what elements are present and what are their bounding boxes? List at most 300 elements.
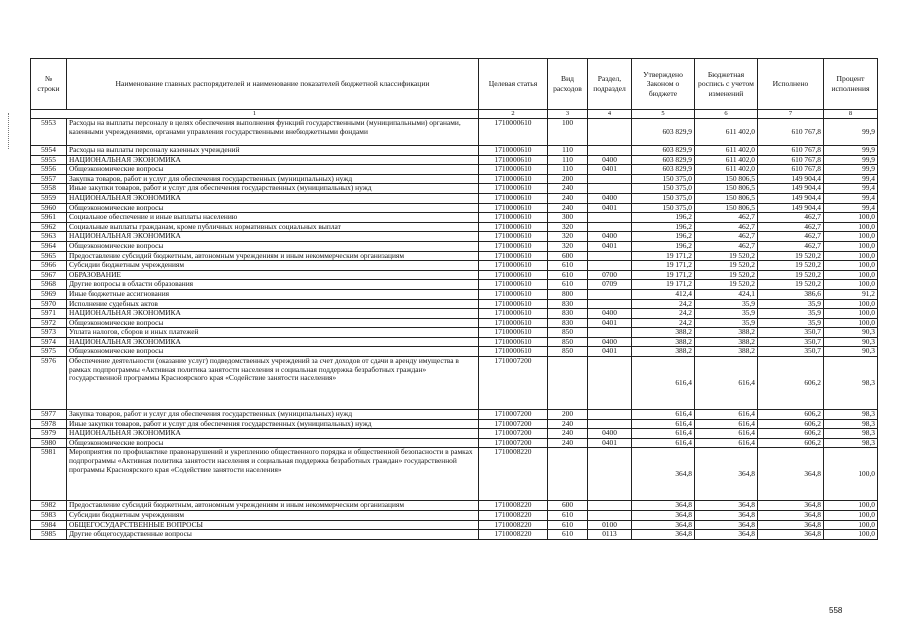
target-article-cell: 1710007200 [479,410,548,420]
expense-type-cell: 320 [548,232,588,242]
row-number-cell: 5977 [31,410,67,420]
executed-cell: 35,9 [758,299,824,309]
budget-roster-cell: 462,7 [695,213,758,223]
percent-cell: 100,0 [824,501,878,511]
table-row [31,429,878,439]
row-name-cell: Общеэкономические вопросы [67,438,479,448]
table-row [31,119,878,146]
table-row [31,299,878,309]
target-article-cell: 1710000610 [479,337,548,347]
col-number-3: 3 [548,110,588,119]
row-number-cell: 5979 [31,429,67,439]
target-article-cell: 1710007200 [479,438,548,448]
row-name-cell: НАЦИОНАЛЬНАЯ ЭКОНОМИКА [67,155,479,165]
percent-cell: 99,4 [824,184,878,194]
header-budget-roster: Бюджетная роспись с учетом изменений [695,59,758,110]
row-name-cell: НАЦИОНАЛЬНАЯ ЭКОНОМИКА [67,337,479,347]
section-cell: 0400 [588,232,632,242]
section-cell [588,213,632,223]
header-percent: Процент исполнения [824,59,878,110]
percent-cell: 99,9 [824,119,878,146]
percent-cell: 99,4 [824,203,878,213]
percent-cell: 98,3 [824,419,878,429]
target-article-cell: 1710000610 [479,119,548,146]
header-expense-type: Вид расходов [548,59,588,110]
table-row [31,232,878,242]
approved-cell: 603 829,9 [632,119,695,146]
executed-cell: 606,2 [758,410,824,420]
percent-cell: 98,3 [824,357,878,410]
target-article-cell: 1710007200 [479,429,548,439]
row-number-cell: 5980 [31,438,67,448]
approved-cell: 19 171,2 [632,280,695,290]
table-row [31,347,878,357]
budget-roster-cell: 19 520,2 [695,251,758,261]
col-number-6: 6 [695,110,758,119]
budget-roster-cell: 462,7 [695,222,758,232]
budget-roster-cell: 616,4 [695,419,758,429]
percent-cell: 100,0 [824,241,878,251]
row-name-cell: Иные закупки товаров, работ и услуг для обеспечения государственных (муниципальных) нужд [67,419,479,429]
executed-cell: 462,7 [758,222,824,232]
percent-cell: 100,0 [824,530,878,540]
section-cell: 0401 [588,347,632,357]
row-name-cell: Мероприятия по профилактике правонарушений и укреплению общественного порядка и общественной безопасности в рамках подпрограммы «Активная политика занятости населения и социальная поддержка безработных граждан» государственной программы Красноярского края «Содействие занятости населения» [67,448,479,501]
row-number-cell: 5956 [31,165,67,175]
percent-cell: 91,2 [824,289,878,299]
executed-cell: 350,7 [758,347,824,357]
expense-type-cell: 200 [548,410,588,420]
expense-type-cell: 850 [548,337,588,347]
row-number-cell: 5960 [31,203,67,213]
row-name-cell: Общеэкономические вопросы [67,203,479,213]
target-article-cell: 1710000610 [479,270,548,280]
target-article-cell: 1710000610 [479,174,548,184]
row-name-cell: Предоставление субсидий бюджетным, автономным учреждениям и иным некоммерческим организациям [67,501,479,511]
budget-roster-cell: 364,8 [695,501,758,511]
section-cell: 0100 [588,520,632,530]
row-name-cell: Общеэкономические вопросы [67,165,479,175]
budget-roster-cell: 611 402,0 [695,119,758,146]
executed-cell: 149 904,4 [758,193,824,203]
percent-cell: 100,0 [824,448,878,501]
percent-cell: 99,4 [824,193,878,203]
row-name-cell: Обеспечение деятельности (оказание услуг) подведомственных учреждений за счет доходов от сдачи в аренду имущества в рамках подпрограммы «Активная политика занятости населения и социальная поддержка безработных граждан» государственной программы Красноярского края «Содействие занятости населения» [67,357,479,410]
expense-type-cell: 830 [548,299,588,309]
table-row [31,511,878,521]
budget-roster-cell: 19 520,2 [695,270,758,280]
approved-cell: 150 375,0 [632,174,695,184]
row-number-cell: 5978 [31,419,67,429]
row-number-cell: 5954 [31,146,67,156]
budget-roster-cell: 35,9 [695,318,758,328]
row-name-cell: НАЦИОНАЛЬНАЯ ЭКОНОМИКА [67,429,479,439]
executed-cell: 364,8 [758,448,824,501]
page-number: 558 [829,606,843,615]
row-number-cell: 5969 [31,289,67,299]
row-name-cell: Уплата налогов, сборов и иных платежей [67,328,479,338]
section-cell [588,501,632,511]
row-name-cell: НАЦИОНАЛЬНАЯ ЭКОНОМИКА [67,232,479,242]
executed-cell: 462,7 [758,213,824,223]
percent-cell: 100,0 [824,261,878,271]
table-row [31,328,878,338]
row-name-cell: Исполнение судебных актов [67,299,479,309]
executed-cell: 610 767,8 [758,146,824,156]
expense-type-cell: 110 [548,155,588,165]
row-name-cell: Социальные выплаты гражданам, кроме публичных нормативных социальных выплат [67,222,479,232]
target-article-cell: 1710000610 [479,309,548,319]
target-article-cell: 1710000610 [479,289,548,299]
table-body [31,110,878,540]
section-cell [588,448,632,501]
section-cell: 0400 [588,429,632,439]
row-number-cell: 5962 [31,222,67,232]
row-number-cell: 5953 [31,119,67,146]
executed-cell: 610 767,8 [758,165,824,175]
budget-roster-cell: 388,2 [695,328,758,338]
budget-roster-cell: 364,8 [695,448,758,501]
budget-roster-cell: 364,8 [695,520,758,530]
expense-type-cell: 320 [548,241,588,251]
executed-cell: 386,6 [758,289,824,299]
section-cell: 0401 [588,165,632,175]
section-cell [588,410,632,420]
section-cell: 0400 [588,193,632,203]
expense-type-cell: 850 [548,328,588,338]
row-name-cell: Закупка товаров, работ и услуг для обеспечения государственных (муниципальных) нужд [67,410,479,420]
target-article-cell: 1710000610 [479,203,548,213]
expense-type-cell: 610 [548,530,588,540]
target-article-cell: 1710000610 [479,280,548,290]
expense-type-cell: 200 [548,174,588,184]
row-name-cell: Социальное обеспечение и иные выплаты населению [67,213,479,223]
expense-type-cell: 110 [548,146,588,156]
row-name-cell: Закупка товаров, работ и услуг для обеспечения государственных (муниципальных) нужд [67,174,479,184]
expense-type-cell: 240 [548,184,588,194]
budget-roster-cell: 616,4 [695,410,758,420]
expense-type-cell: 610 [548,270,588,280]
budget-roster-cell: 150 806,5 [695,184,758,194]
table-row [31,337,878,347]
row-number-cell: 5972 [31,318,67,328]
approved-cell: 603 829,9 [632,165,695,175]
table-row [31,213,878,223]
approved-cell: 603 829,9 [632,146,695,156]
row-number-cell: 5983 [31,511,67,521]
expense-type-cell: 100 [548,119,588,146]
target-article-cell: 1710000610 [479,232,548,242]
expense-type-cell: 800 [548,289,588,299]
expense-type-cell: 830 [548,309,588,319]
header-section: Раздел, подраздел [588,59,632,110]
section-cell: 0113 [588,530,632,540]
budget-roster-cell: 616,4 [695,357,758,410]
target-article-cell: 1710000610 [479,347,548,357]
row-name-cell: Общеэкономические вопросы [67,347,479,357]
expense-type-cell: 320 [548,222,588,232]
target-article-cell: 1710008220 [479,448,548,501]
expense-type-cell [548,357,588,410]
table-row [31,251,878,261]
row-number-cell: 5966 [31,261,67,271]
table-row [31,270,878,280]
percent-cell: 99,9 [824,155,878,165]
executed-cell: 19 520,2 [758,280,824,290]
expense-type-cell: 600 [548,501,588,511]
table-header-row [31,59,878,110]
header-approved: Утверждено Законом о бюджете [632,59,695,110]
percent-cell: 99,9 [824,146,878,156]
percent-cell: 99,4 [824,174,878,184]
row-name-cell: Другие вопросы в области образования [67,280,479,290]
header-target-article: Целевая статья [479,59,548,110]
section-cell [588,299,632,309]
table-row [31,318,878,328]
section-cell [588,511,632,521]
section-cell: 0700 [588,270,632,280]
approved-cell: 364,8 [632,530,695,540]
percent-cell: 90,3 [824,337,878,347]
row-number-cell: 5974 [31,337,67,347]
section-cell [588,261,632,271]
expense-type-cell: 240 [548,203,588,213]
percent-cell: 90,3 [824,347,878,357]
percent-cell: 100,0 [824,318,878,328]
budget-roster-cell: 616,4 [695,429,758,439]
approved-cell: 388,2 [632,337,695,347]
table-row [31,155,878,165]
row-number-cell: 5961 [31,213,67,223]
section-cell [588,289,632,299]
expense-type-cell: 240 [548,193,588,203]
budget-report-sheet [30,58,877,540]
section-cell: 0400 [588,155,632,165]
percent-cell: 90,3 [824,328,878,338]
budget-roster-cell: 364,8 [695,530,758,540]
approved-cell: 616,4 [632,357,695,410]
expense-type-cell [548,448,588,501]
executed-cell: 606,2 [758,438,824,448]
budget-roster-cell: 611 402,0 [695,155,758,165]
header-row-number: № строки [31,59,67,110]
percent-cell: 98,3 [824,429,878,439]
table-row [31,241,878,251]
percent-cell: 100,0 [824,213,878,223]
target-article-cell: 1710007200 [479,419,548,429]
scan-edge-mark [8,113,10,149]
row-name-cell: Общеэкономические вопросы [67,318,479,328]
budget-roster-cell: 19 520,2 [695,280,758,290]
row-name-cell: Субсидии бюджетным учреждениям [67,511,479,521]
approved-cell: 364,8 [632,520,695,530]
expense-type-cell: 610 [548,261,588,271]
row-name-cell: НАЦИОНАЛЬНАЯ ЭКОНОМИКА [67,193,479,203]
section-cell: 0400 [588,337,632,347]
section-cell [588,222,632,232]
percent-cell: 100,0 [824,299,878,309]
percent-cell: 98,3 [824,438,878,448]
row-number-cell: 5981 [31,448,67,501]
budget-roster-cell: 611 402,0 [695,146,758,156]
approved-cell: 364,8 [632,511,695,521]
table-row [31,280,878,290]
percent-cell: 100,0 [824,280,878,290]
table-row [31,222,878,232]
budget-roster-cell: 388,2 [695,347,758,357]
row-number-cell: 5959 [31,193,67,203]
approved-cell: 616,4 [632,419,695,429]
executed-cell: 462,7 [758,232,824,242]
percent-cell: 100,0 [824,232,878,242]
table-row [31,309,878,319]
executed-cell: 350,7 [758,328,824,338]
percent-cell: 98,3 [824,410,878,420]
executed-cell: 610 767,8 [758,155,824,165]
header-executed: Исполнено [758,59,824,110]
table-row [31,174,878,184]
executed-cell: 19 520,2 [758,251,824,261]
col-number-8: 8 [824,110,878,119]
budget-roster-cell: 462,7 [695,232,758,242]
budget-roster-cell: 35,9 [695,309,758,319]
budget-roster-cell: 424,1 [695,289,758,299]
budget-roster-cell: 19 520,2 [695,261,758,271]
target-article-cell: 1710008220 [479,501,548,511]
table-row [31,165,878,175]
target-article-cell: 1710000610 [479,146,548,156]
target-article-cell: 1710000610 [479,165,548,175]
budget-roster-cell: 150 806,5 [695,174,758,184]
section-cell [588,357,632,410]
expense-type-cell: 610 [548,511,588,521]
row-number-cell: 5976 [31,357,67,410]
table-row [31,289,878,299]
approved-cell: 24,2 [632,299,695,309]
approved-cell: 616,4 [632,429,695,439]
row-number-cell: 5958 [31,184,67,194]
executed-cell: 364,8 [758,511,824,521]
percent-cell: 100,0 [824,520,878,530]
executed-cell: 35,9 [758,318,824,328]
row-number-cell: 5970 [31,299,67,309]
approved-cell: 364,8 [632,448,695,501]
expense-type-cell: 110 [548,165,588,175]
approved-cell: 19 171,2 [632,261,695,271]
percent-cell: 100,0 [824,511,878,521]
approved-cell: 24,2 [632,318,695,328]
approved-cell: 616,4 [632,410,695,420]
target-article-cell: 1710000610 [479,328,548,338]
expense-type-cell: 610 [548,280,588,290]
target-article-cell: 1710000610 [479,241,548,251]
executed-cell: 19 520,2 [758,270,824,280]
target-article-cell: 1710008220 [479,511,548,521]
executed-cell: 364,8 [758,530,824,540]
budget-roster-cell: 364,8 [695,511,758,521]
approved-cell: 603 829,9 [632,155,695,165]
target-article-cell: 1710000610 [479,213,548,223]
col-number-7: 7 [758,110,824,119]
executed-cell: 606,2 [758,357,824,410]
target-article-cell: 1710000610 [479,222,548,232]
row-number-cell: 5955 [31,155,67,165]
executed-cell: 364,8 [758,520,824,530]
table-row [31,357,878,410]
executed-cell: 149 904,4 [758,184,824,194]
target-article-cell: 1710000610 [479,299,548,309]
row-number-cell: 5975 [31,347,67,357]
expense-type-cell: 830 [548,318,588,328]
approved-cell: 24,2 [632,309,695,319]
section-cell [588,251,632,261]
expense-type-cell: 240 [548,438,588,448]
row-number-cell: 5971 [31,309,67,319]
approved-cell: 150 375,0 [632,193,695,203]
budget-roster-cell: 611 402,0 [695,165,758,175]
table-row [31,193,878,203]
section-cell: 0401 [588,318,632,328]
row-name-cell: Расходы на выплаты персоналу в целях обеспечения выполнения функций государственными (муниципальными) органами, казенными учреждениями, органами управления государственными внебюджетными фондами [67,119,479,146]
executed-cell: 350,7 [758,337,824,347]
target-article-cell: 1710007200 [479,357,548,410]
approved-cell: 150 375,0 [632,203,695,213]
section-cell [588,174,632,184]
target-article-cell: 1710000610 [479,251,548,261]
expense-type-cell: 600 [548,251,588,261]
executed-cell: 610 767,8 [758,119,824,146]
target-article-cell: 1710000610 [479,318,548,328]
approved-cell: 19 171,2 [632,251,695,261]
row-number-cell: 5965 [31,251,67,261]
row-name-cell: Расходы на выплаты персоналу казенных учреждений [67,146,479,156]
table-row [31,203,878,213]
target-article-cell: 1710000610 [479,184,548,194]
row-name-cell: Предоставление субсидий бюджетным, автономным учреждениям и иным некоммерческим организациям [67,251,479,261]
percent-cell: 100,0 [824,222,878,232]
column-numbers-row [31,110,878,119]
table-row [31,410,878,420]
executed-cell: 149 904,4 [758,203,824,213]
row-name-cell: Иные бюджетные ассигнования [67,289,479,299]
budget-roster-cell: 150 806,5 [695,193,758,203]
executed-cell: 364,8 [758,501,824,511]
header-name: Наименование главных распорядителей и наименование показателей бюджетной классификации [67,59,479,110]
row-number-cell: 5964 [31,241,67,251]
executed-cell: 35,9 [758,309,824,319]
table-row [31,501,878,511]
approved-cell: 196,2 [632,213,695,223]
col-number-4: 4 [588,110,632,119]
target-article-cell: 1710000610 [479,155,548,165]
approved-cell: 19 171,2 [632,270,695,280]
executed-cell: 606,2 [758,429,824,439]
approved-cell: 364,8 [632,501,695,511]
executed-cell: 606,2 [758,419,824,429]
budget-roster-cell: 35,9 [695,299,758,309]
approved-cell: 196,2 [632,241,695,251]
row-number-cell: 5967 [31,270,67,280]
percent-cell: 99,9 [824,165,878,175]
section-cell: 0709 [588,280,632,290]
col-number-5: 5 [632,110,695,119]
table-row [31,261,878,271]
row-number-cell: 5984 [31,520,67,530]
approved-cell: 388,2 [632,347,695,357]
percent-cell: 100,0 [824,251,878,261]
percent-cell: 100,0 [824,309,878,319]
budget-roster-cell: 462,7 [695,241,758,251]
